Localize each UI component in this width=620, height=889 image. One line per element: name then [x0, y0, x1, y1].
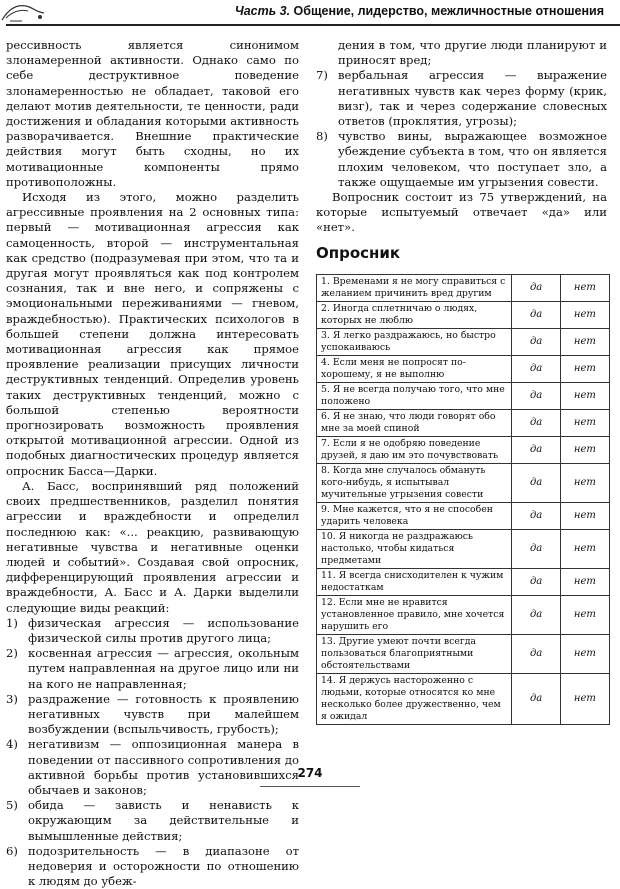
- statement-cell: 12. Если мне не нравится установленное правило, мне хочется нарушить его: [317, 596, 512, 635]
- left-column: [6, 38, 299, 889]
- right-column: [316, 38, 607, 236]
- answer-no: нет: [560, 383, 609, 410]
- reaction-list-continued: [316, 68, 607, 190]
- list-text: подозрительность — в диапазоне от недоверия и осторожности по отношению к людям до убеж-: [28, 843, 299, 889]
- statement-cell: 2. Иногда сплетничаю о людях, которых не люблю: [317, 302, 512, 329]
- answer-yes: да: [512, 503, 560, 530]
- answer-yes: да: [512, 464, 560, 503]
- list-number: 1): [6, 615, 18, 630]
- answer-no: нет: [560, 464, 609, 503]
- list-number: 3): [6, 691, 18, 706]
- statement-cell: 5. Я не всегда получаю того, что мне положено: [317, 383, 512, 410]
- table-row: [317, 674, 610, 725]
- table-row: [317, 596, 610, 635]
- statement-cell: 6. Я не знаю, что люди говорят обо мне за моей спиной: [317, 410, 512, 437]
- table-row: [317, 437, 610, 464]
- closing-paragraph: Вопросник состоит из 75 утверждений, на которые испытуемый отвечает «да» или «нет».: [316, 190, 607, 235]
- answer-no: нет: [560, 530, 609, 569]
- answer-no: нет: [560, 674, 609, 725]
- list-number: 5): [6, 798, 18, 813]
- table-row: [317, 275, 610, 302]
- paragraph: А. Басс, воспринявший ряд положений своих предшественников, разделил понятия агрессии и враждебности и определил последнюю как: «... реакцию, развивающую негативные чувства и негативные оценки людей и событий». Создавая свой опросник, дифференцирующий проявления агрессии и враждебности, А. Басс и А. Дарки выделили следующие виды реакций:: [6, 478, 299, 615]
- answer-no: нет: [560, 356, 609, 383]
- list-text: негативизм — оппозиционная манера в поведении от пассивного сопротивления до активной борьбы против установившихся обычаев и законов;: [28, 737, 299, 797]
- statement-cell: 8. Когда мне случалось обмануть кого-нибудь, я испытывал мучительные угрызения совести: [317, 464, 512, 503]
- statement-cell: 4. Если меня не попросят по-хорошему, я не выполню: [317, 356, 512, 383]
- list-item: [6, 646, 299, 692]
- statement-cell: 13. Другие умеют почти всегда пользоваться благоприятными обстоятельствами: [317, 635, 512, 674]
- answer-no: нет: [560, 503, 609, 530]
- answer-no: нет: [560, 302, 609, 329]
- answer-yes: да: [512, 596, 560, 635]
- list-item: [6, 692, 299, 738]
- answer-no: нет: [560, 596, 609, 635]
- list-item: [6, 844, 299, 889]
- publisher-logo-icon: [0, 0, 52, 26]
- header-title-text: Общение, лидерство, межличностные отношения: [293, 4, 604, 18]
- table-row: [317, 503, 610, 530]
- list-text: косвенная агрессия — агрессия, окольным путем направленная на другое лицо или ни на кого не направленная;: [28, 646, 299, 691]
- table-row: [317, 569, 610, 596]
- answer-yes: да: [512, 635, 560, 674]
- statement-cell: 11. Я всегда снисходителен к чужим недостаткам: [317, 569, 512, 596]
- statement-cell: 14. Я держусь настороженно с людьми, которые относятся ко мне несколько более дружественно, чем я ожидал: [317, 674, 512, 725]
- answer-no: нет: [560, 437, 609, 464]
- table-row: [317, 530, 610, 569]
- answer-yes: да: [512, 437, 560, 464]
- header-rule: [6, 24, 620, 26]
- list-text: раздражение — готовность к проявлению негативных чувств при малейшем возбуждении (вспыльчивость, грубость);: [28, 691, 299, 737]
- answer-yes: да: [512, 410, 560, 437]
- table-row: [317, 302, 610, 329]
- answer-yes: да: [512, 356, 560, 383]
- answer-no: нет: [560, 410, 609, 437]
- continuation-text: дения в том, что другие люди планируют и приносят вред;: [338, 38, 607, 68]
- footer-rule: [260, 786, 360, 787]
- table-row: [317, 410, 610, 437]
- answer-no: нет: [560, 275, 609, 302]
- list-item: [6, 798, 299, 844]
- answer-yes: да: [512, 329, 560, 356]
- paragraph: Исходя из этого, можно разделить агрессивные проявления на 2 основных типа: первый — мотивационная агрессия как самоценность, второй — инструментальная как средство (подразумевая при этом, что та и другая могут проявляться как под контролем сознания, так и вне него, и сопряжены с эмоциональными переживаниями — гневом, враждебностью). Практических психологов в большей степени должна интересовать мотивационная агрессия как прямое проявление реализации присущих личности деструктивных тенденций. Определив уровень таких деструктивных тенденций, можно с большой степенью вероятности прогнозировать возможность проявления открытой мотивационной агрессии. Одной из подобных диагностических процедур является опросник Басса—Дарки.: [6, 190, 299, 478]
- table-row: [317, 383, 610, 410]
- table-row: [317, 329, 610, 356]
- list-text: чувство вины, выражающее возможное убеждение субъекта в том, что он является плохим человеком, что поступает зло, а также ощущаемые им угрызения совести.: [338, 129, 607, 189]
- answer-no: нет: [560, 635, 609, 674]
- statement-cell: 1. Временами я не могу справиться с желанием причинить вред другим: [317, 275, 512, 302]
- paragraph: рессивность является синонимом злонамеренной активности. Однако само по себе деструктивное поведение злонамеренностью не обладает, таковой его делают мотив деятельности, те ценности, ради достижения и обладания которыми активность разворачивается. Внешние практические действия могут быть сходны, но их мотивационные компоненты прямо противоположны.: [6, 38, 299, 189]
- page-header: [0, 0, 620, 26]
- answer-yes: да: [512, 275, 560, 302]
- table-row: [317, 464, 610, 503]
- answer-no: нет: [560, 329, 609, 356]
- list-text: обида — зависть и ненависть к окружающим за действительные и вымышленные действия;: [28, 798, 299, 843]
- answer-yes: да: [512, 569, 560, 596]
- questionnaire-heading: Опросник: [316, 244, 401, 262]
- statement-cell: 9. Мне кажется, что я не способен ударить человека: [317, 503, 512, 530]
- answer-yes: да: [512, 302, 560, 329]
- statement-cell: 7. Если я не одобряю поведение друзей, я даю им это почувствовать: [317, 437, 512, 464]
- list-text: физическая агрессия — использование физической силы против другого лица;: [28, 615, 299, 645]
- answer-no: нет: [560, 569, 609, 596]
- answer-yes: да: [512, 674, 560, 725]
- list-number: 8): [316, 129, 328, 144]
- header-title: [235, 4, 604, 18]
- answer-yes: да: [512, 383, 560, 410]
- table-row: [317, 635, 610, 674]
- answer-yes: да: [512, 530, 560, 569]
- page-footer: [0, 764, 620, 794]
- list-number: 6): [6, 843, 18, 858]
- list-number: 2): [6, 646, 18, 661]
- list-item: [316, 129, 607, 190]
- statement-cell: 3. Я легко раздражаюсь, но быстро успокаиваюсь: [317, 329, 512, 356]
- list-item: [316, 68, 607, 129]
- reaction-list: [6, 616, 299, 889]
- list-text: вербальная агрессия — выражение негативных чувств как через форму (крик, визг), так и через содержание словесных ответов (проклятия, угрозы);: [338, 68, 607, 129]
- header-part: Часть 3.: [234, 4, 291, 18]
- list-number: 7): [316, 68, 328, 83]
- list-item: [6, 616, 299, 646]
- list-number: 4): [6, 737, 18, 752]
- table-row: [317, 356, 610, 383]
- statement-cell: 10. Я никогда не раздражаюсь настолько, чтобы кидаться предметами: [317, 530, 512, 569]
- questionnaire-table: [316, 274, 610, 725]
- page-number: 274: [297, 766, 323, 780]
